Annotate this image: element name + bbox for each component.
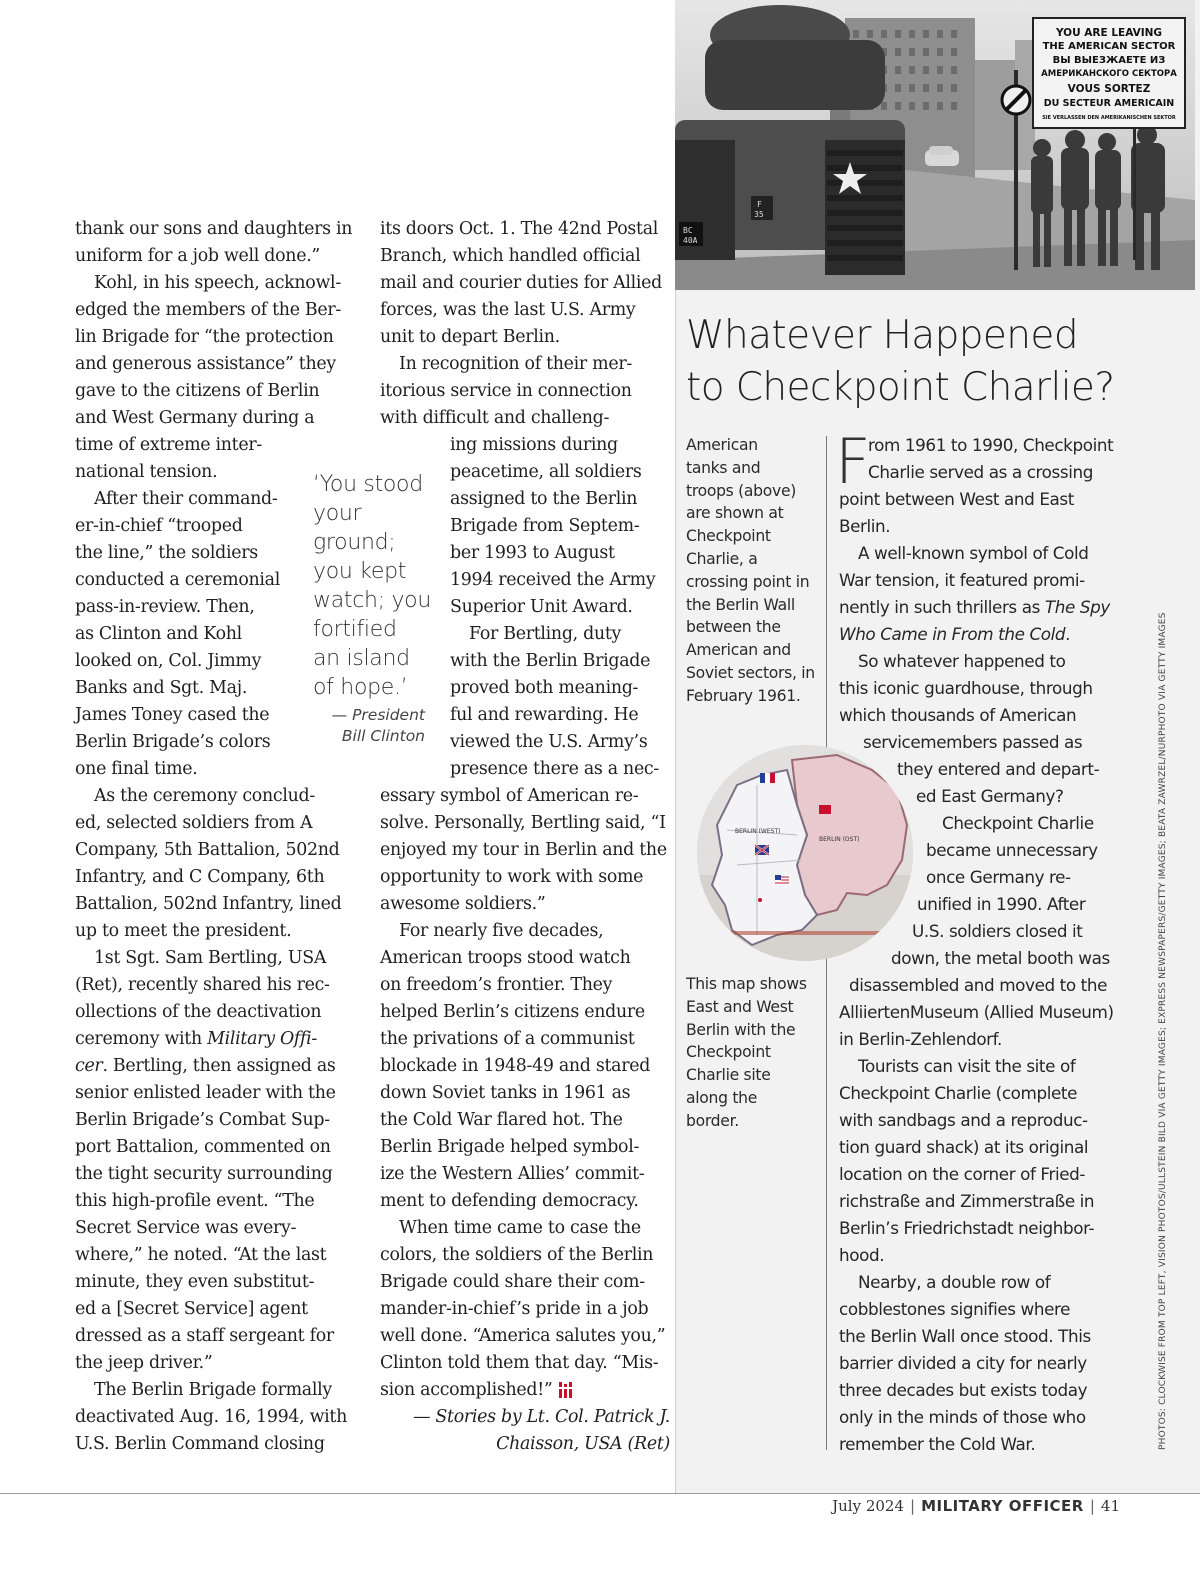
- column-2-line: forces, was the last U.S. Army: [380, 300, 636, 320]
- column-2-line: essary symbol of American re-: [380, 786, 639, 806]
- column-1-line: and West Germany during a: [75, 408, 315, 428]
- byline: [380, 1404, 670, 1458]
- sidebar-body-line: became unnecessary: [926, 840, 1098, 860]
- sidebar-title: [686, 310, 1186, 414]
- sidebar-body-line: ed East Germany?: [916, 786, 1064, 806]
- column-1-line: looked on, Col. Jimmy: [75, 651, 262, 671]
- article-column-2-wrap: [450, 432, 670, 783]
- column-1-line: 1st Sgt. Sam Bertling, USA: [94, 948, 327, 968]
- tank-plate-text-2: 40A: [683, 236, 698, 245]
- column-1-line: dressed as a staff sergeant for: [75, 1326, 334, 1346]
- sidebar-body-line: War tension, it featured promi-: [839, 570, 1085, 590]
- sidebar-body-line: richstraße and Zimmerstraße in: [839, 1191, 1095, 1211]
- sidebar-body-line: cobblestones signifies where: [839, 1299, 1071, 1319]
- column-2-line: ful and rewarding. He: [450, 705, 639, 725]
- pull-quote-attribution-line-2: Bill Clinton: [341, 727, 425, 745]
- column-1-line: one final time.: [75, 759, 198, 779]
- photo-caption-line: are shown at: [686, 504, 784, 523]
- map-caption-line: Charlie site: [686, 1066, 771, 1085]
- column-1-line: deactivated Aug. 16, 1994, with: [75, 1407, 347, 1427]
- column-1-line: Secret Service was every-: [75, 1218, 297, 1238]
- sidebar-body-line: A well-known symbol of Cold: [858, 543, 1089, 563]
- sign-line-1: YOU ARE LEAVING: [1055, 27, 1163, 39]
- sidebar-body-line: location on the corner of Fried-: [839, 1164, 1086, 1184]
- sidebar-body-line: the Berlin Wall once stood. This: [839, 1326, 1091, 1346]
- column-1-line: Battalion, 502nd Infantry, lined: [75, 894, 342, 914]
- column-1-line: time of extreme inter-: [75, 435, 262, 455]
- column-2-line: well done. “America salutes you,”: [380, 1326, 666, 1346]
- column-2-line: its doors Oct. 1. The 42nd Postal: [380, 219, 659, 239]
- photo-caption-line: American: [686, 436, 758, 454]
- tank-marking-text: F: [757, 200, 762, 209]
- column-2-line: Brigade from Septem-: [450, 516, 640, 536]
- column-1-line: senior enlisted leader with the: [75, 1083, 336, 1103]
- column-1-line: cer. Bertling, then assigned as: [75, 1056, 336, 1076]
- sidebar-body-line: in Berlin-Zehlendorf.: [839, 1029, 1002, 1049]
- sign-line-3: ВЫ ВЫЕЗЖАЕТЕ ИЗ: [1052, 55, 1166, 66]
- sidebar-body-line: U.S. soldiers closed it: [912, 921, 1083, 941]
- italic-title: The Spy: [1044, 597, 1110, 617]
- footer-publication: MILITARY OFFICER: [921, 1497, 1084, 1515]
- column-2-line: awesome soldiers.”: [380, 894, 546, 914]
- sidebar-body-line: hood.: [839, 1245, 885, 1265]
- column-1-line: lin Brigade for “the protection: [75, 327, 334, 347]
- photo-caption-line: the Berlin Wall: [686, 595, 795, 614]
- berlin-map-image: [697, 745, 913, 961]
- photo-credit: PHOTOS: CLOCKWISE FROM TOP LEFT, VISION PHOTOS/ULLSTEIN BILD VIA GETTY IMAGES; EXPRESS NEWSPAPERS/GETTY IMAGES; BEATA ZAWRZEL/NURPHOTO VIA GETTY IMAGES: [1158, 612, 1168, 1450]
- column-1-line: gave to the citizens of Berlin: [75, 381, 320, 401]
- map-label-east: BERLIN (OST): [819, 836, 860, 843]
- column-2-line: Berlin Brigade helped symbol-: [380, 1137, 640, 1157]
- sidebar-title-line-1: Whatever Happened: [686, 313, 1078, 358]
- column-1-line: Berlin Brigade’s colors: [75, 732, 271, 752]
- photo-caption-line: Charlie, a: [686, 549, 758, 568]
- column-2-line: Brigade could share their com-: [380, 1272, 645, 1292]
- column-1-line: (Ret), recently shared his rec-: [75, 975, 330, 995]
- column-2-line: mander-in-chief’s pride in a job: [380, 1299, 649, 1319]
- tank-plate-text: BC: [683, 226, 693, 235]
- byline-line-1: — Stories by Lt. Col. Patrick J.: [413, 1407, 670, 1427]
- drop-cap: F: [835, 425, 871, 498]
- photo-caption-line: crossing point in: [686, 572, 810, 591]
- column-1-line: up to meet the president.: [75, 921, 292, 941]
- column-1-line: conducted a ceremonial: [75, 570, 281, 590]
- sidebar-body-line: Tourists can visit the site of: [858, 1056, 1076, 1076]
- column-2-line: For Bertling, duty: [469, 624, 622, 644]
- column-2-line: When time came to case the: [399, 1218, 641, 1238]
- footer-separator: |: [910, 1497, 916, 1515]
- sidebar-body-line: once Germany re-: [926, 867, 1071, 887]
- map-label-west: BERLIN (WEST): [735, 828, 781, 835]
- column-1-line: the tight security surrounding: [75, 1164, 333, 1184]
- italic-title: Who Came in From the Cold: [839, 624, 1066, 644]
- sidebar-body-line: down, the metal booth was: [891, 948, 1110, 968]
- column-1-line: edged the members of the Ber-: [75, 300, 341, 320]
- checkpoint-charlie-photo: [675, 0, 1195, 290]
- column-1-line: as Clinton and Kohl: [75, 624, 242, 644]
- berlin-map-illustration: [697, 745, 913, 961]
- column-2-line: Branch, which handled official: [380, 246, 641, 266]
- photo-caption-line: American and: [686, 641, 791, 660]
- column-1-line: er-in-chief “trooped: [75, 516, 243, 536]
- article-column-2-top: [380, 216, 670, 432]
- sidebar-body-line: Who Came in From the Cold.: [839, 624, 1071, 644]
- column-2-line: ber 1993 to August: [450, 543, 615, 563]
- column-2-line: opportunity to work with some: [380, 867, 644, 887]
- sidebar-body-line: which thousands of American: [839, 705, 1077, 725]
- sidebar-body-line: disassembled and moved to the: [849, 975, 1108, 995]
- sidebar-body-line: unified in 1990. After: [917, 894, 1086, 914]
- sidebar-body-line: Charlie served as a crossing: [868, 462, 1093, 482]
- column-1-line: uniform for a job well done.”: [75, 246, 321, 266]
- column-1-line: where,” he noted. “At the last: [75, 1245, 327, 1265]
- sidebar-body-line: three decades but exists today: [839, 1380, 1088, 1400]
- sidebar-body-line: rom 1961 to 1990, Checkpoint: [868, 435, 1114, 455]
- photo-caption-line: Soviet sectors, in: [686, 663, 815, 682]
- map-caption-line: Checkpoint: [686, 1043, 771, 1062]
- italic-title: cer: [75, 1056, 103, 1076]
- sidebar-body-line: nently in such thrillers as The Spy: [839, 597, 1110, 617]
- column-1-line: the jeep driver.”: [75, 1353, 213, 1373]
- pull-quote-attribution-line-1: — President: [331, 706, 425, 724]
- sidebar-body-line: this iconic guardhouse, through: [839, 678, 1093, 698]
- tank-photo-illustration: [675, 0, 1195, 290]
- column-2-line: the privations of a communist: [380, 1029, 635, 1049]
- column-2-line: enjoyed my tour in Berlin and the: [380, 840, 667, 860]
- sidebar-body-line: Berlin.: [839, 516, 891, 536]
- column-2-line: peacetime, all soldiers: [450, 462, 642, 482]
- column-2-line: on freedom’s frontier. They: [380, 975, 613, 995]
- column-2-line: helped Berlin’s citizens endure: [380, 1002, 645, 1022]
- column-2-line: mail and courier duties for Allied: [380, 273, 663, 293]
- column-2-line: with difficult and challeng-: [380, 408, 610, 428]
- end-mark-icon: [558, 1380, 576, 1407]
- column-1-line: ed, selected soldiers from A: [75, 813, 313, 833]
- map-caption-line: Berlin with the: [686, 1020, 796, 1039]
- column-1-line: ed a [Secret Service] agent: [75, 1299, 308, 1319]
- map-caption-line: along the: [686, 1088, 758, 1107]
- sidebar-body-line: they entered and depart-: [897, 759, 1100, 779]
- map-caption-line: border.: [686, 1111, 739, 1130]
- article-column-1: [75, 216, 365, 1458]
- column-1-line: James Toney cased the: [75, 705, 270, 725]
- sidebar-body-line: So whatever happened to: [858, 651, 1066, 671]
- column-2-line: assigned to the Berlin: [450, 489, 638, 509]
- column-1-line: this high-profile event. “The: [75, 1191, 315, 1211]
- pull-quote-line: ground;: [313, 530, 396, 555]
- pull-quote-line: you kept: [313, 559, 407, 584]
- column-2-line: Clinton told them that day. “Mis-: [380, 1353, 659, 1373]
- pull-quote-attribution: [300, 705, 425, 747]
- page-number: 41: [1100, 1497, 1120, 1515]
- byline-line-2: Chaisson, USA (Ret): [496, 1434, 670, 1454]
- column-1-line: thank our sons and daughters in: [75, 219, 353, 239]
- column-2-line: unit to depart Berlin.: [380, 327, 560, 347]
- sign-line-6: DU SECTEUR AMERICAIN: [1043, 98, 1175, 109]
- column-1-line: port Battalion, commented on: [75, 1137, 331, 1157]
- sidebar-body-line: Checkpoint Charlie (complete: [839, 1083, 1078, 1103]
- column-2-line: solve. Personally, Bertling said, “I: [380, 813, 666, 833]
- column-2-line: with the Berlin Brigade: [450, 651, 651, 671]
- sign-line-2: THE AMERICAN SECTOR: [1042, 41, 1176, 52]
- pull-quote-line: your: [313, 501, 362, 526]
- sign-line-4: АМЕРИКАНСКОГО СЕКТОРА: [1041, 69, 1177, 79]
- map-caption-line: East and West: [686, 997, 794, 1016]
- column-1-line: Kohl, in his speech, acknowl-: [94, 273, 341, 293]
- column-1-line: Company, 5th Battalion, 502nd: [75, 840, 340, 860]
- column-1-line: Berlin Brigade’s Combat Sup-: [75, 1110, 330, 1130]
- column-1-line: U.S. Berlin Command closing: [75, 1434, 325, 1454]
- column-2-line: ing missions during: [450, 435, 618, 455]
- map-caption: [686, 973, 821, 1133]
- column-1-line: minute, they even substitut-: [75, 1272, 315, 1292]
- column-2-line: itorious service in connection: [380, 381, 632, 401]
- column-2-line: viewed the U.S. Army’s: [450, 732, 648, 752]
- sidebar-body-line: only in the minds of those who: [839, 1407, 1086, 1427]
- pull-quote: [313, 470, 433, 702]
- column-1-line: As the ceremony conclud-: [94, 786, 315, 806]
- footer-separator-2: |: [1089, 1497, 1095, 1515]
- photo-caption-line: tanks and: [686, 458, 761, 477]
- sidebar-body-line: AlliiertenMuseum (Allied Museum): [839, 1002, 1114, 1022]
- column-2-line: blockade in 1948-49 and stared: [380, 1056, 651, 1076]
- sidebar-body-line: barrier divided a city for nearly: [839, 1353, 1087, 1373]
- column-1-line: Infantry, and C Company, 6th: [75, 867, 325, 887]
- column-1-line: ollections of the deactivation: [75, 1002, 322, 1022]
- tank-marking-text-2: 35: [754, 210, 764, 219]
- footer-date: July 2024: [832, 1497, 904, 1515]
- italic-title: Military Offi-: [207, 1029, 318, 1049]
- pull-quote-line: ‘You stood: [313, 472, 423, 497]
- column-2-line: proved both meaning-: [450, 678, 639, 698]
- sidebar-body-line: point between West and East: [839, 489, 1074, 509]
- page-footer: [832, 1497, 1120, 1515]
- photo-caption: [686, 434, 821, 708]
- column-1-line: ceremony with Military Offi-: [75, 1029, 318, 1049]
- sidebar-body: [839, 432, 1139, 1458]
- column-2-line: presence there as a nec-: [450, 759, 659, 779]
- column-2-line: American troops stood watch: [380, 948, 631, 968]
- sidebar-body-line: Nearby, a double row of: [858, 1272, 1051, 1292]
- pull-quote-line: fortified: [313, 617, 397, 642]
- map-caption-line: This map shows: [686, 975, 807, 993]
- pull-quote-line: watch; you: [313, 588, 431, 613]
- column-1-line: and generous assistance” they: [75, 354, 336, 374]
- column-2-line: down Soviet tanks in 1961 as: [380, 1083, 631, 1103]
- sign-line-7: SIE VERLASSEN DEN AMERIKANISCHEN SEKTOR: [1042, 115, 1176, 121]
- column-2-line: Superior Unit Award.: [450, 597, 633, 617]
- article-column-2-bottom: [380, 783, 670, 1404]
- sidebar-body-line: Checkpoint Charlie: [942, 813, 1094, 833]
- photo-caption-line: Checkpoint: [686, 527, 771, 546]
- column-2-line: For nearly five decades,: [399, 921, 604, 941]
- sign-line-5: VOUS SORTEZ: [1067, 83, 1151, 95]
- photo-caption-line: troops (above): [686, 481, 797, 500]
- sidebar-body-line: with sandbags and a reproduc-: [839, 1110, 1088, 1130]
- sidebar-body-line: servicemembers passed as: [863, 732, 1083, 752]
- footer-rule: [0, 1493, 1200, 1494]
- column-2-line: colors, the soldiers of the Berlin: [380, 1245, 654, 1265]
- pull-quote-line: an island: [313, 646, 410, 671]
- sidebar-body-line: remember the Cold War.: [839, 1434, 1036, 1454]
- column-2-line: 1994 received the Army: [450, 570, 656, 590]
- photo-caption-line: between the: [686, 618, 781, 637]
- column-1-line: national tension.: [75, 462, 218, 482]
- column-1-line: Banks and Sgt. Maj.: [75, 678, 248, 698]
- sidebar-body-line: tion guard shack) at its original: [839, 1137, 1089, 1157]
- column-2-line: In recognition of their mer-: [399, 354, 632, 374]
- column-1-line: The Berlin Brigade formally: [94, 1380, 332, 1400]
- photo-caption-line: February 1961.: [686, 686, 801, 705]
- pull-quote-line: of hope.’: [313, 675, 408, 700]
- column-1-line: the line,” the soldiers: [75, 543, 258, 563]
- column-2-line: the Cold War flared hot. The: [380, 1110, 623, 1130]
- sidebar-body-line: Berlin’s Friedrichstadt neighbor-: [839, 1218, 1095, 1238]
- column-2-line: ize the Western Allies’ commit-: [380, 1164, 645, 1184]
- column-2-line: ment to defending democracy.: [380, 1191, 639, 1211]
- column-1-line: pass-in-review. Then,: [75, 597, 255, 617]
- sidebar-title-line-2: to Checkpoint Charlie?: [686, 365, 1115, 410]
- column-2-line: sion accomplished!”: [380, 1377, 670, 1404]
- column-1-line: After their command-: [94, 489, 278, 509]
